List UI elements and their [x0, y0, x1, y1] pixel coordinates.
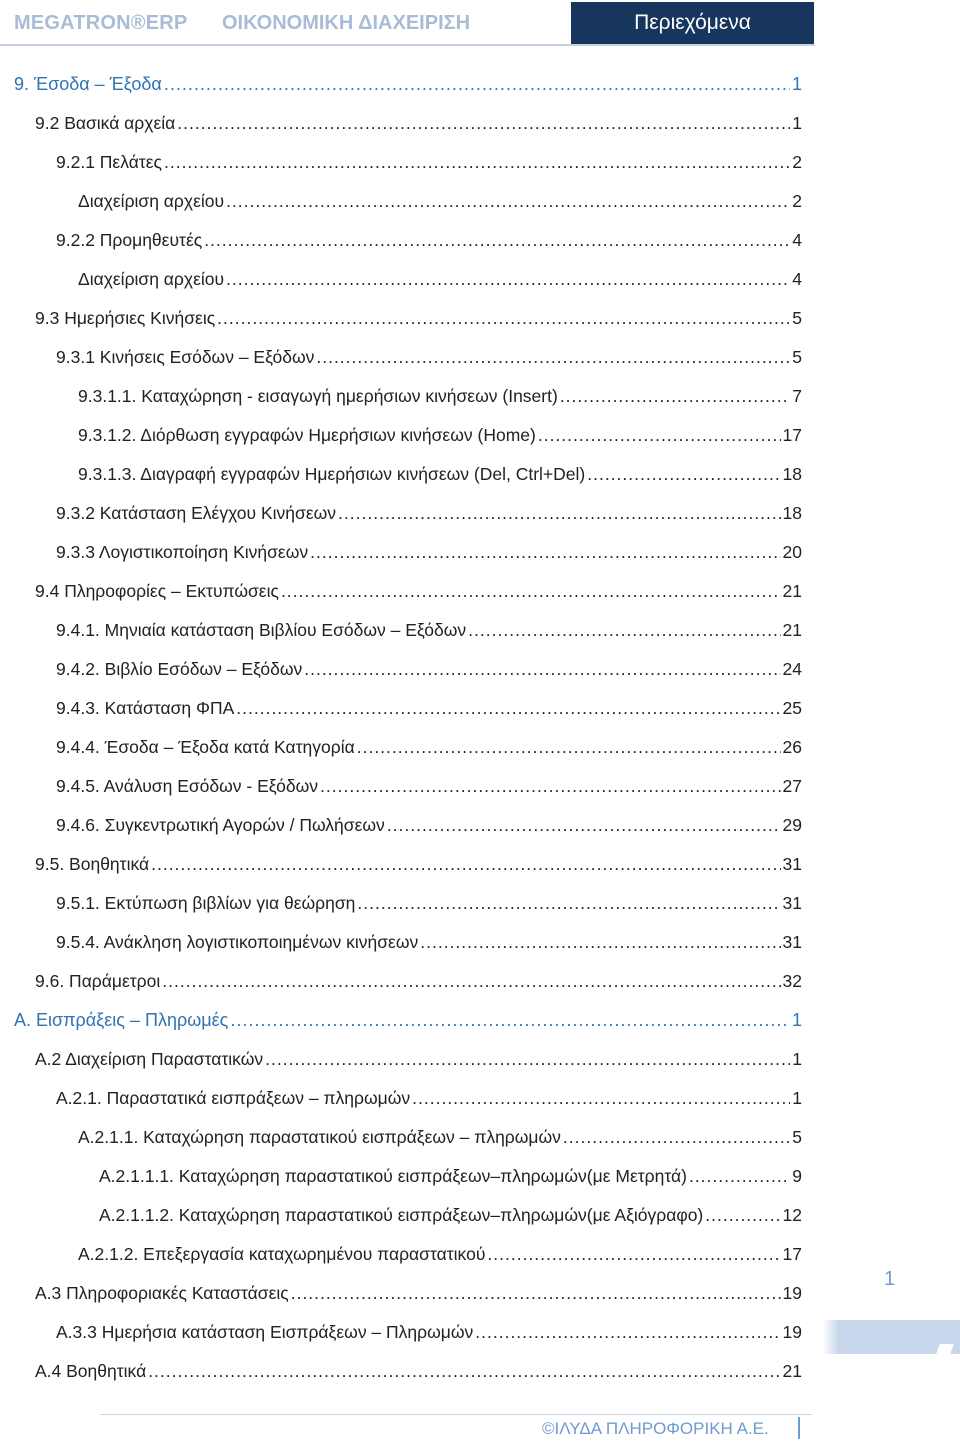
toc-label: Α. Εισπράξεις – Πληρωμές	[14, 1010, 229, 1030]
toc-leader	[204, 230, 790, 251]
toc-page: 19	[782, 1322, 802, 1342]
toc-label: 9.3.1.1. Καταχώρηση - εισαγωγή ημερήσιων κινήσεων (Insert)	[78, 386, 558, 406]
toc-leader	[236, 698, 780, 719]
toc-label: 9.4.4. Έσοδα – Έξοδα κατά Κατηγορία	[56, 737, 355, 757]
toc-label: 9.5. Βοηθητικά	[35, 854, 150, 874]
toc-page: 32	[782, 971, 802, 991]
toc-entry[interactable]	[56, 815, 802, 843]
toc-entry[interactable]	[35, 581, 802, 609]
toc-label: 9.3 Ημερήσιες Κινήσεις	[35, 308, 216, 328]
page-number: 1	[884, 1268, 896, 1290]
toc-leader	[310, 542, 780, 563]
toc-label: 9.3.1.2. Διόρθωση εγγραφών Ημερήσιων κινήσεων (Home)	[78, 425, 536, 445]
toc-leader	[162, 971, 780, 992]
contents-tab: Περιεχόμενα	[571, 2, 814, 44]
toc-leader	[265, 1049, 790, 1070]
toc-entry[interactable]	[56, 503, 802, 531]
toc-entry[interactable]	[56, 230, 802, 258]
toc-label: 9.3.1 Κινήσεις Εσόδων – Εξόδων	[56, 347, 315, 367]
toc-page: 19	[782, 1283, 802, 1303]
toc-entry[interactable]	[56, 698, 802, 726]
toc-label: 9.2.1 Πελάτες	[56, 152, 162, 172]
toc-label: 9.4.5. Ανάλυση Εσόδων - Εξόδων	[56, 776, 319, 796]
toc-entry[interactable]	[56, 152, 802, 180]
toc-entry[interactable]	[35, 113, 802, 141]
toc-label: 9.2.2 Προμηθευτές	[56, 230, 203, 250]
toc-label: 9.3.3 Λογιστικοποίηση Κινήσεων	[56, 542, 309, 562]
toc-leader	[230, 1010, 790, 1031]
toc-label: Διαχείριση αρχείου	[78, 269, 225, 289]
footer-accent-bar	[798, 1417, 800, 1439]
toc-entry[interactable]	[56, 737, 802, 765]
toc-leader	[487, 1244, 780, 1265]
toc-label: 9.3.1.3. Διαγραφή εγγραφών Ημερήσιων κινήσεων (Del, Ctrl+Del)	[78, 464, 586, 484]
toc-entry[interactable]	[35, 1049, 802, 1077]
toc-leader	[538, 425, 781, 446]
toc-page: 2	[792, 152, 802, 172]
toc-entry[interactable]	[78, 269, 802, 297]
toc-label: 9.4.6. Συγκεντρωτική Αγορών / Πωλήσεων	[56, 815, 385, 835]
toc-page: 26	[782, 737, 802, 757]
toc-page: 31	[782, 893, 802, 913]
toc-label: 9. Έσοδα – Έξοδα	[14, 74, 162, 94]
toc-entry[interactable]	[56, 932, 802, 960]
toc-page: 5	[792, 347, 802, 367]
toc-page: 31	[782, 932, 802, 952]
toc-leader	[151, 854, 780, 875]
footer-divider	[100, 1414, 812, 1415]
toc-leader	[357, 737, 781, 758]
toc-entry[interactable]	[56, 1088, 802, 1116]
toc-label: 9.4.1. Μηνιαία κατάσταση Βιβλίου Εσόδων – Εξόδων	[56, 620, 467, 640]
toc-entry[interactable]	[56, 347, 802, 375]
toc-label: Α.3 Πληροφοριακές Καταστάσεις	[35, 1283, 289, 1303]
toc-leader	[226, 269, 790, 290]
toc-page: 18	[782, 503, 802, 523]
toc-entry[interactable]	[35, 971, 802, 999]
toc-leader	[420, 932, 780, 953]
toc-label: 9.4.3. Κατάσταση ΦΠΑ	[56, 698, 235, 718]
toc-leader	[304, 659, 780, 680]
brand-name: MEGATRON®ERP	[14, 12, 188, 34]
toc-entry[interactable]	[35, 1283, 802, 1311]
toc-entry[interactable]	[99, 1166, 802, 1194]
toc-leader	[560, 386, 790, 407]
toc-page: 5	[792, 1127, 802, 1147]
toc-leader	[177, 113, 790, 134]
toc-leader	[387, 815, 781, 836]
footer-copyright: ©ΙΛΥΔΑ ΠΛΗΡΟΦΟΡΙΚΗ Α.Ε.	[542, 1419, 769, 1438]
toc-leader	[226, 191, 790, 212]
toc-leader	[148, 1361, 780, 1382]
toc-leader	[281, 581, 781, 602]
toc-page: 1	[792, 113, 802, 133]
toc-leader	[338, 503, 780, 524]
toc-label: Α.3.3 Ημερήσια κατάσταση Εισπράξεων – Πληρωμών	[56, 1322, 474, 1342]
toc-label: Α.2.1.2. Επεξεργασία καταχωρημένου παραστατικού	[78, 1244, 486, 1264]
toc-page: 27	[782, 776, 802, 796]
toc-leader	[164, 152, 790, 173]
toc-page: 24	[782, 659, 802, 679]
toc-page: 12	[782, 1205, 802, 1225]
toc-page: 1	[792, 1088, 802, 1108]
section-title: ΟΙΚΟΝΟΜΙΚΗ ΔΙΑΧΕΙΡΙΣΗ	[222, 12, 471, 34]
toc-label: 9.5.1. Εκτύπωση βιβλίων για θεώρηση	[56, 893, 356, 913]
toc-entry[interactable]	[56, 1322, 802, 1350]
toc-page: 1	[792, 1049, 802, 1069]
toc-leader	[563, 1127, 790, 1148]
toc-page: 1	[791, 1010, 802, 1030]
toc-entry[interactable]	[78, 386, 802, 414]
toc-page: 17	[782, 425, 802, 445]
toc-leader	[475, 1322, 780, 1343]
toc-leader	[587, 464, 780, 485]
toc-leader	[291, 1283, 781, 1304]
side-accent-bar	[822, 1320, 960, 1354]
toc-page: 20	[782, 542, 802, 562]
toc-page: 21	[782, 581, 802, 601]
toc-entry[interactable]	[56, 542, 802, 570]
toc-entry[interactable]	[35, 854, 802, 882]
toc-label: 9.4.2. Βιβλίο Εσόδων – Εξόδων	[56, 659, 303, 679]
toc-page: 25	[782, 698, 802, 718]
toc-label: Διαχείριση αρχείου	[78, 191, 225, 211]
toc-leader	[357, 893, 780, 914]
toc-entry[interactable]	[78, 191, 802, 219]
toc-entry[interactable]	[14, 74, 802, 102]
toc-label: 9.6. Παράμετροι	[35, 971, 161, 991]
toc-label: 9.2 Βασικά αρχεία	[35, 113, 176, 133]
toc-leader	[468, 620, 780, 641]
toc-entry[interactable]	[78, 464, 802, 492]
toc-leader	[705, 1205, 780, 1226]
toc-entry[interactable]	[78, 425, 802, 453]
toc-page: 7	[792, 386, 802, 406]
toc-leader	[412, 1088, 790, 1109]
toc-label: Α.2.1.1.1. Καταχώρηση παραστατικού εισπράξεων–πληρωμών(με Μετρητά)	[99, 1166, 687, 1186]
toc-entry[interactable]	[99, 1205, 802, 1233]
toc-page: 2	[792, 191, 802, 211]
toc-page: 31	[782, 854, 802, 874]
toc-label: Α.2.1.1.2. Καταχώρηση παραστατικού εισπράξεων–πληρωμών(με Αξιόγραφο)	[99, 1205, 704, 1225]
toc-page: 4	[792, 269, 802, 289]
toc-page: 29	[782, 815, 802, 835]
toc-page: 18	[782, 464, 802, 484]
toc-entry[interactable]	[56, 776, 802, 804]
toc-entry[interactable]	[14, 1010, 802, 1038]
toc-leader	[217, 308, 790, 329]
toc-entry[interactable]	[35, 308, 802, 336]
toc-leader	[316, 347, 790, 368]
toc-page: 1	[791, 74, 802, 94]
toc-page: 5	[792, 308, 802, 328]
toc-entry[interactable]	[56, 620, 802, 648]
toc-entry[interactable]	[78, 1244, 802, 1272]
toc-label: Α.2.1. Παραστατικά εισπράξεων – πληρωμών	[56, 1088, 411, 1108]
toc-leader	[689, 1166, 790, 1187]
toc-page: 21	[782, 1361, 802, 1381]
toc-label: 9.5.4. Ανάκληση λογιστικοποιημένων κινήσεων	[56, 932, 419, 952]
toc-page: 17	[782, 1244, 802, 1264]
toc-entry[interactable]	[35, 1361, 802, 1389]
toc-leader	[164, 74, 790, 95]
side-bar-notch	[936, 1344, 954, 1354]
toc-leader	[320, 776, 780, 797]
toc-page: 4	[792, 230, 802, 250]
page-header	[0, 0, 960, 48]
toc-entry[interactable]	[78, 1127, 802, 1155]
toc-label: 9.4 Πληροφορίες – Εκτυπώσεις	[35, 581, 279, 601]
toc-label: 9.3.2 Κατάσταση Ελέγχου Κινήσεων	[56, 503, 337, 523]
toc-entry[interactable]	[56, 893, 802, 921]
toc-page: 9	[792, 1166, 802, 1186]
toc-entry[interactable]	[56, 659, 802, 687]
toc-page: 21	[782, 620, 802, 640]
toc-label: Α.2.1.1. Καταχώρηση παραστατικού εισπράξεων – πληρωμών	[78, 1127, 561, 1147]
toc-label: Α.2 Διαχείριση Παραστατικών	[35, 1049, 264, 1069]
header-divider	[0, 44, 815, 46]
toc-label: Α.4 Βοηθητικά	[35, 1361, 147, 1381]
